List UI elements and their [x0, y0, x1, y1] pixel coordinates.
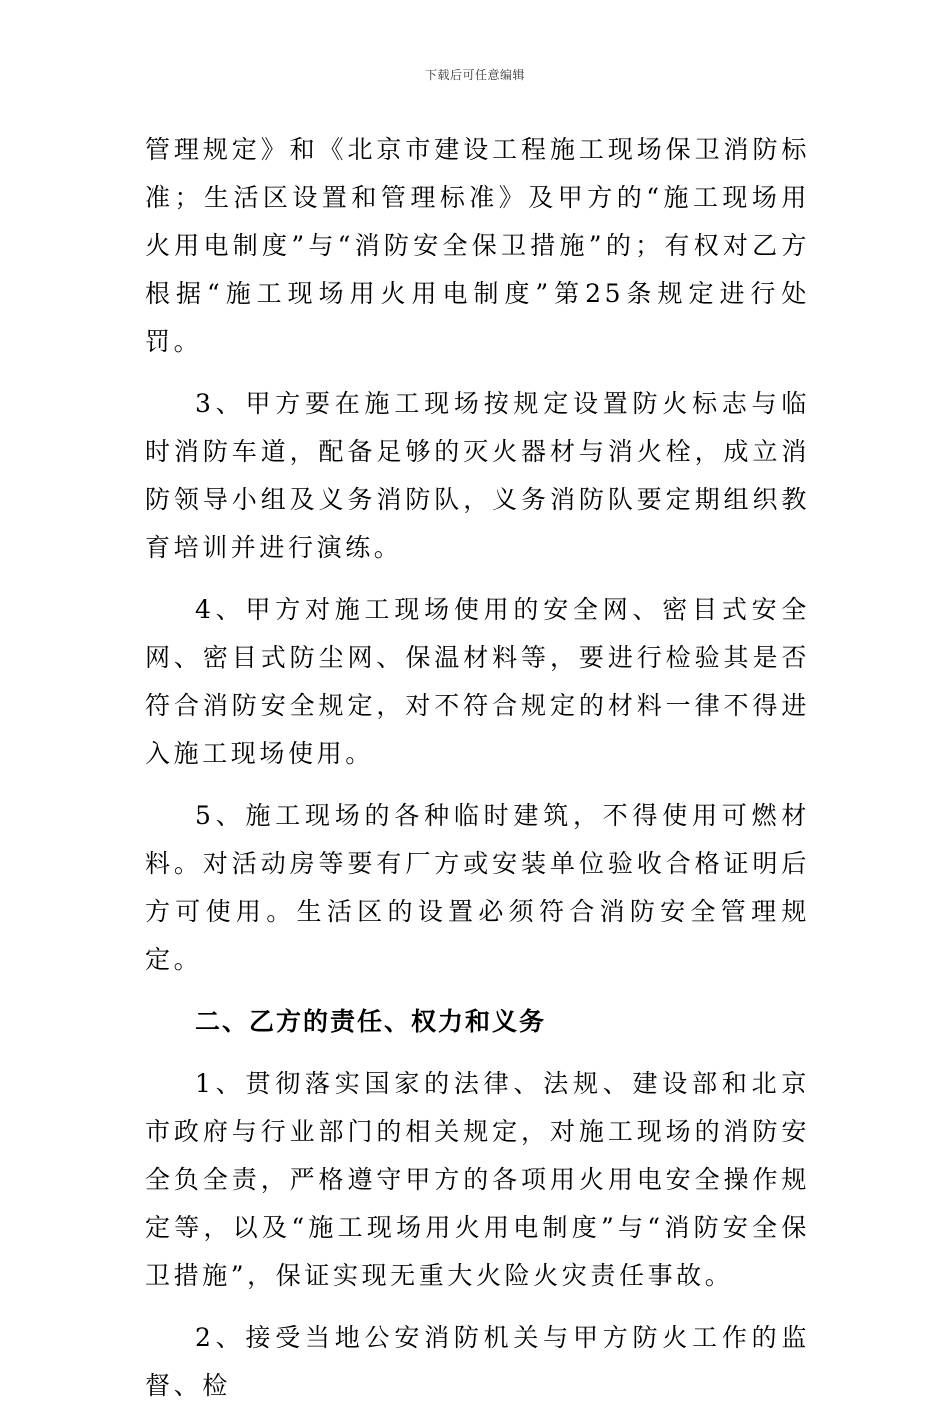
section-heading: 二、乙方的责任、权力和义务 — [195, 1007, 547, 1036]
paragraph-continued: 管理规定》和《北京市建设工程施工现场保卫消防标准；生活区设置和管理标准》及甲方的“施工现场用火用电制度”与“消防安全保卫措施”的；有权对乙方根据“施工现场用火用电制度”第25条规定进行处罚。 — [145, 135, 810, 356]
paragraph-item-3: 3、甲方要在施工现场按规定设置防火标志与临时消防车道，配备足够的灭火器材与消火栓，成立消防领导小组及义务消防队，义务消防队要定期组织教育培训并进行演练。 — [145, 389, 810, 562]
paragraph-item-5: 5、施工现场的各种临时建筑，不得使用可燃材料。对活动房等要有厂方或安装单位验收合格证明后方可使用。生活区的设置必须符合消防安全管理规定。 — [145, 801, 810, 974]
section-paragraph-1: 1、贯彻落实国家的法律、法规、建设部和北京市政府与行业部门的相关规定，对施工现场的消防安全负全责，严格遵守甲方的各项用火用电安全操作规定等，以及“施工现场用火用电制度”与“消防安全保卫措施”，保证实现无重大火险火灾责任事故。 — [145, 1069, 810, 1290]
page-header: 下载后可任意编辑 — [424, 68, 525, 82]
document-body — [145, 126, 810, 1424]
paragraph-item-4: 4、甲方对施工现场使用的安全网、密目式安全网、密目式防尘网、保温材料等，要进行检验其是否符合消防安全规定，对不符合规定的材料一律不得进入施工现场使用。 — [145, 595, 810, 768]
section-paragraph-2: 2、接受当地公安消防机关与甲方防火工作的监督、检 — [145, 1323, 810, 1400]
